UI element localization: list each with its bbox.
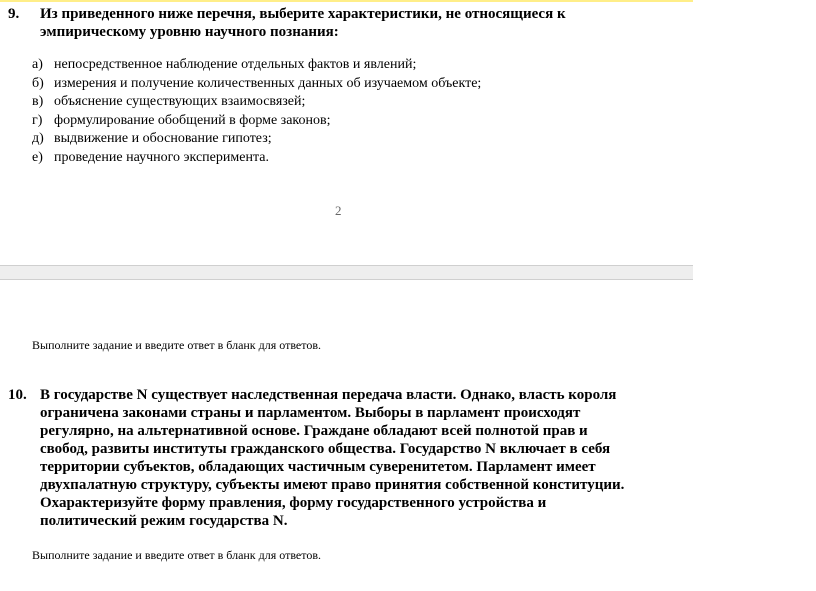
question-9-options: [32, 56, 481, 168]
option-d: [32, 130, 481, 149]
question-10-text-line: регулярно, на альтернативной основе. Граждане обладают всей полнотой прав и: [40, 423, 588, 439]
question-10-text-line: ограничена законами страны и парламентом. Выборы в парламент происходят: [40, 405, 581, 421]
question-9-text-line: эмпирическому уровню научного познания:: [40, 24, 339, 40]
option-text: выдвижение и обоснование гипотез;: [54, 131, 272, 147]
top-accent-line: [0, 0, 693, 2]
question-10-text-line: свобод, развиты институты гражданского общества. Государство N включает в себя: [40, 441, 611, 457]
question-10-text-line: двухпалатную структуру, субъекты имеют право принятия собственной конституции.: [40, 477, 625, 493]
option-marker: б): [32, 75, 44, 91]
option-marker: г): [32, 112, 43, 128]
answer-instruction: Выполните задание и введите ответ в бланк для ответов.: [32, 548, 322, 562]
option-e: [32, 149, 481, 168]
option-text: проведение научного эксперимента.: [54, 149, 269, 165]
option-text: измерения и получение количественных данных об изучаемом объекте;: [54, 75, 482, 91]
question-9-number: 9.: [8, 6, 20, 22]
page-separator: [0, 265, 693, 280]
question-10-number: 10.: [8, 387, 27, 403]
question-10-text-line: В государстве N существует наследственная передача власти. Однако, власть короля: [40, 387, 617, 403]
option-text: формулирование обобщений в форме законов;: [54, 112, 331, 128]
question-9-text-line: Из приведенного ниже перечня, выберите характеристики, не относящиеся к: [40, 6, 566, 22]
page-number: 2: [335, 203, 342, 218]
question-10-text: [40, 386, 680, 530]
option-marker: а): [32, 57, 43, 72]
option-g: [32, 112, 481, 131]
option-text: непосредственное наблюдение отдельных фактов и явлений;: [54, 57, 417, 72]
question-9-text: [40, 5, 680, 41]
option-a: [32, 56, 481, 75]
option-marker: д): [32, 131, 44, 147]
question-9: [8, 5, 708, 45]
question-10-text-line: территории субъектов, обладающих частичным суверенитетом. Парламент имеет: [40, 459, 596, 475]
option-marker: в): [32, 94, 44, 110]
question-10-text-line: Охарактеризуйте форму правления, форму государственного устройства и: [40, 495, 547, 511]
option-marker: е): [32, 149, 43, 165]
question-10: [8, 386, 708, 536]
answer-instruction: Выполните задание и введите ответ в бланк для ответов.: [32, 338, 322, 352]
option-b: [32, 75, 481, 94]
option-text: объяснение существующих взаимосвязей;: [54, 94, 306, 110]
question-10-text-line: политический режим государства N.: [40, 513, 288, 529]
option-v: [32, 93, 481, 112]
